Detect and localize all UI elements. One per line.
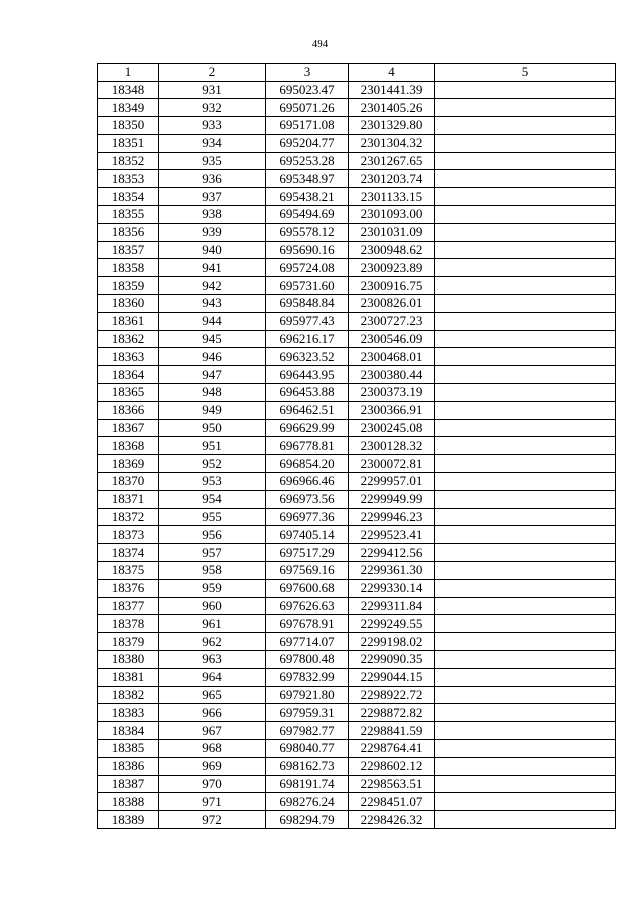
- cell-y-coordinate: 2299198.02: [349, 633, 435, 651]
- cell-y-coordinate: 2299957.01: [349, 473, 435, 491]
- cell-point-number: 18377: [98, 597, 159, 615]
- cell-note: [435, 490, 616, 508]
- cell-y-coordinate: 2301329.80: [349, 117, 435, 135]
- cell-vertex-number: 931: [159, 81, 266, 99]
- cell-point-number: 18383: [98, 704, 159, 722]
- cell-note: [435, 793, 616, 811]
- table-row: [98, 241, 616, 259]
- cell-note: [435, 739, 616, 757]
- cell-x-coordinate: 697517.29: [266, 544, 349, 562]
- cell-point-number: 18351: [98, 134, 159, 152]
- cell-x-coordinate: 695848.84: [266, 295, 349, 313]
- table-header: [98, 64, 616, 82]
- cell-x-coordinate: 697982.77: [266, 722, 349, 740]
- cell-point-number: 18382: [98, 686, 159, 704]
- table-row: [98, 330, 616, 348]
- table-row: [98, 722, 616, 740]
- cell-note: [435, 99, 616, 117]
- cell-point-number: 18367: [98, 419, 159, 437]
- cell-y-coordinate: 2300468.01: [349, 348, 435, 366]
- cell-vertex-number: 945: [159, 330, 266, 348]
- cell-y-coordinate: 2299249.55: [349, 615, 435, 633]
- cell-vertex-number: 965: [159, 686, 266, 704]
- cell-note: [435, 170, 616, 188]
- table-row: [98, 651, 616, 669]
- cell-y-coordinate: 2301203.74: [349, 170, 435, 188]
- table-row: [98, 170, 616, 188]
- cell-x-coordinate: 695494.69: [266, 206, 349, 224]
- table-row: [98, 401, 616, 419]
- cell-x-coordinate: 696462.51: [266, 401, 349, 419]
- cell-vertex-number: 961: [159, 615, 266, 633]
- cell-x-coordinate: 695071.26: [266, 99, 349, 117]
- cell-vertex-number: 933: [159, 117, 266, 135]
- column-header-4: 4: [349, 64, 435, 82]
- cell-y-coordinate: 2299090.35: [349, 651, 435, 669]
- cell-x-coordinate: 695253.28: [266, 152, 349, 170]
- cell-x-coordinate: 698162.73: [266, 757, 349, 775]
- table-row: [98, 508, 616, 526]
- cell-y-coordinate: 2301304.32: [349, 134, 435, 152]
- cell-x-coordinate: 696443.95: [266, 366, 349, 384]
- table-row: [98, 597, 616, 615]
- cell-point-number: 18387: [98, 775, 159, 793]
- table-row: [98, 419, 616, 437]
- cell-note: [435, 134, 616, 152]
- cell-note: [435, 775, 616, 793]
- table-row: [98, 686, 616, 704]
- column-header-2: 2: [159, 64, 266, 82]
- cell-note: [435, 81, 616, 99]
- cell-y-coordinate: 2298764.41: [349, 739, 435, 757]
- cell-point-number: 18349: [98, 99, 159, 117]
- cell-y-coordinate: 2300373.19: [349, 384, 435, 402]
- cell-point-number: 18374: [98, 544, 159, 562]
- cell-vertex-number: 956: [159, 526, 266, 544]
- cell-point-number: 18389: [98, 811, 159, 829]
- table-row: [98, 473, 616, 491]
- table-row: [98, 223, 616, 241]
- column-header-1: 1: [98, 64, 159, 82]
- cell-vertex-number: 935: [159, 152, 266, 170]
- table-row: [98, 633, 616, 651]
- cell-point-number: 18373: [98, 526, 159, 544]
- cell-note: [435, 686, 616, 704]
- column-header-5: 5: [435, 64, 616, 82]
- cell-point-number: 18386: [98, 757, 159, 775]
- cell-note: [435, 366, 616, 384]
- cell-x-coordinate: 698276.24: [266, 793, 349, 811]
- cell-x-coordinate: 696629.99: [266, 419, 349, 437]
- cell-note: [435, 811, 616, 829]
- table-row: [98, 775, 616, 793]
- cell-note: [435, 757, 616, 775]
- cell-note: [435, 117, 616, 135]
- table-row: [98, 668, 616, 686]
- cell-vertex-number: 943: [159, 295, 266, 313]
- cell-vertex-number: 957: [159, 544, 266, 562]
- column-header-3: 3: [266, 64, 349, 82]
- cell-vertex-number: 970: [159, 775, 266, 793]
- cell-y-coordinate: 2298451.07: [349, 793, 435, 811]
- cell-vertex-number: 966: [159, 704, 266, 722]
- cell-y-coordinate: 2300826.01: [349, 295, 435, 313]
- cell-y-coordinate: 2299330.14: [349, 579, 435, 597]
- cell-x-coordinate: 695348.97: [266, 170, 349, 188]
- cell-point-number: 18355: [98, 206, 159, 224]
- cell-note: [435, 597, 616, 615]
- cell-x-coordinate: 697921.80: [266, 686, 349, 704]
- table-row: [98, 526, 616, 544]
- table-row: [98, 384, 616, 402]
- cell-x-coordinate: 697626.63: [266, 597, 349, 615]
- cell-x-coordinate: 695438.21: [266, 188, 349, 206]
- cell-point-number: 18366: [98, 401, 159, 419]
- cell-vertex-number: 939: [159, 223, 266, 241]
- cell-note: [435, 384, 616, 402]
- cell-point-number: 18376: [98, 579, 159, 597]
- cell-point-number: 18353: [98, 170, 159, 188]
- cell-y-coordinate: 2298602.12: [349, 757, 435, 775]
- cell-y-coordinate: 2299044.15: [349, 668, 435, 686]
- cell-vertex-number: 968: [159, 739, 266, 757]
- cell-y-coordinate: 2301031.09: [349, 223, 435, 241]
- cell-y-coordinate: 2299311.84: [349, 597, 435, 615]
- cell-note: [435, 526, 616, 544]
- cell-vertex-number: 963: [159, 651, 266, 669]
- table-row: [98, 366, 616, 384]
- cell-note: [435, 277, 616, 295]
- cell-vertex-number: 937: [159, 188, 266, 206]
- cell-x-coordinate: 697678.91: [266, 615, 349, 633]
- cell-y-coordinate: 2301267.65: [349, 152, 435, 170]
- cell-note: [435, 544, 616, 562]
- cell-vertex-number: 960: [159, 597, 266, 615]
- cell-point-number: 18381: [98, 668, 159, 686]
- table-row: [98, 206, 616, 224]
- table-row: [98, 259, 616, 277]
- cell-point-number: 18375: [98, 562, 159, 580]
- cell-vertex-number: 942: [159, 277, 266, 295]
- cell-note: [435, 206, 616, 224]
- cell-vertex-number: 941: [159, 259, 266, 277]
- cell-x-coordinate: 696216.17: [266, 330, 349, 348]
- cell-vertex-number: 962: [159, 633, 266, 651]
- cell-y-coordinate: 2301133.15: [349, 188, 435, 206]
- cell-x-coordinate: 696966.46: [266, 473, 349, 491]
- table-row: [98, 81, 616, 99]
- cell-y-coordinate: 2299412.56: [349, 544, 435, 562]
- cell-note: [435, 348, 616, 366]
- cell-point-number: 18348: [98, 81, 159, 99]
- cell-x-coordinate: 696977.36: [266, 508, 349, 526]
- cell-vertex-number: 950: [159, 419, 266, 437]
- cell-vertex-number: 958: [159, 562, 266, 580]
- cell-point-number: 18368: [98, 437, 159, 455]
- cell-x-coordinate: 697405.14: [266, 526, 349, 544]
- cell-note: [435, 562, 616, 580]
- cell-x-coordinate: 698191.74: [266, 775, 349, 793]
- table-row: [98, 757, 616, 775]
- cell-y-coordinate: 2299523.41: [349, 526, 435, 544]
- header-row: [98, 64, 616, 82]
- table-row: [98, 739, 616, 757]
- cell-note: [435, 579, 616, 597]
- table-row: [98, 579, 616, 597]
- cell-vertex-number: 969: [159, 757, 266, 775]
- table-row: [98, 793, 616, 811]
- cell-x-coordinate: 695690.16: [266, 241, 349, 259]
- cell-note: [435, 419, 616, 437]
- cell-note: [435, 241, 616, 259]
- cell-note: [435, 455, 616, 473]
- cell-vertex-number: 949: [159, 401, 266, 419]
- cell-x-coordinate: 697600.68: [266, 579, 349, 597]
- cell-vertex-number: 967: [159, 722, 266, 740]
- cell-vertex-number: 934: [159, 134, 266, 152]
- cell-y-coordinate: 2298872.82: [349, 704, 435, 722]
- table-row: [98, 704, 616, 722]
- cell-point-number: 18372: [98, 508, 159, 526]
- cell-vertex-number: 955: [159, 508, 266, 526]
- table-row: [98, 455, 616, 473]
- cell-x-coordinate: 698040.77: [266, 739, 349, 757]
- cell-y-coordinate: 2300916.75: [349, 277, 435, 295]
- cell-point-number: 18359: [98, 277, 159, 295]
- cell-y-coordinate: 2299946.23: [349, 508, 435, 526]
- page-number: 494: [311, 38, 329, 50]
- cell-vertex-number: 947: [159, 366, 266, 384]
- cell-vertex-number: 953: [159, 473, 266, 491]
- cell-note: [435, 668, 616, 686]
- cell-note: [435, 330, 616, 348]
- table-row: [98, 437, 616, 455]
- cell-y-coordinate: 2300923.89: [349, 259, 435, 277]
- cell-point-number: 18380: [98, 651, 159, 669]
- cell-note: [435, 651, 616, 669]
- cell-x-coordinate: 696453.88: [266, 384, 349, 402]
- cell-y-coordinate: 2300245.08: [349, 419, 435, 437]
- cell-x-coordinate: 696323.52: [266, 348, 349, 366]
- table-row: [98, 277, 616, 295]
- cell-point-number: 18360: [98, 295, 159, 313]
- cell-vertex-number: 940: [159, 241, 266, 259]
- cell-vertex-number: 944: [159, 312, 266, 330]
- cell-note: [435, 312, 616, 330]
- cell-x-coordinate: 696973.56: [266, 490, 349, 508]
- table-body: [98, 81, 616, 828]
- cell-note: [435, 401, 616, 419]
- table-row: [98, 99, 616, 117]
- cell-x-coordinate: 695023.47: [266, 81, 349, 99]
- table-row: [98, 295, 616, 313]
- cell-point-number: 18384: [98, 722, 159, 740]
- cell-note: [435, 223, 616, 241]
- table-row: [98, 117, 616, 135]
- cell-y-coordinate: 2298563.51: [349, 775, 435, 793]
- cell-point-number: 18364: [98, 366, 159, 384]
- cell-vertex-number: 954: [159, 490, 266, 508]
- cell-note: [435, 152, 616, 170]
- cell-point-number: 18356: [98, 223, 159, 241]
- cell-point-number: 18352: [98, 152, 159, 170]
- cell-point-number: 18379: [98, 633, 159, 651]
- cell-point-number: 18385: [98, 739, 159, 757]
- cell-point-number: 18350: [98, 117, 159, 135]
- cell-note: [435, 722, 616, 740]
- cell-note: [435, 188, 616, 206]
- cell-vertex-number: 964: [159, 668, 266, 686]
- cell-y-coordinate: 2298841.59: [349, 722, 435, 740]
- cell-note: [435, 633, 616, 651]
- cell-y-coordinate: 2300072.81: [349, 455, 435, 473]
- cell-y-coordinate: 2300366.91: [349, 401, 435, 419]
- cell-x-coordinate: 695731.60: [266, 277, 349, 295]
- cell-x-coordinate: 698294.79: [266, 811, 349, 829]
- cell-vertex-number: 932: [159, 99, 266, 117]
- cell-y-coordinate: 2301441.39: [349, 81, 435, 99]
- cell-point-number: 18371: [98, 490, 159, 508]
- cell-vertex-number: 936: [159, 170, 266, 188]
- cell-y-coordinate: 2300727.23: [349, 312, 435, 330]
- cell-x-coordinate: 696854.20: [266, 455, 349, 473]
- cell-y-coordinate: 2300948.62: [349, 241, 435, 259]
- cell-note: [435, 704, 616, 722]
- cell-note: [435, 437, 616, 455]
- cell-y-coordinate: 2301093.00: [349, 206, 435, 224]
- table-row: [98, 134, 616, 152]
- cell-note: [435, 473, 616, 491]
- cell-x-coordinate: 697569.16: [266, 562, 349, 580]
- cell-x-coordinate: 697714.07: [266, 633, 349, 651]
- cell-x-coordinate: 697800.48: [266, 651, 349, 669]
- cell-x-coordinate: 696778.81: [266, 437, 349, 455]
- cell-vertex-number: 938: [159, 206, 266, 224]
- cell-vertex-number: 971: [159, 793, 266, 811]
- cell-y-coordinate: 2298922.72: [349, 686, 435, 704]
- table-row: [98, 811, 616, 829]
- cell-point-number: 18362: [98, 330, 159, 348]
- cell-vertex-number: 951: [159, 437, 266, 455]
- table-row: [98, 152, 616, 170]
- table-row: [98, 348, 616, 366]
- cell-note: [435, 615, 616, 633]
- cell-point-number: 18369: [98, 455, 159, 473]
- cell-x-coordinate: 695171.08: [266, 117, 349, 135]
- cell-point-number: 18378: [98, 615, 159, 633]
- coordinates-table: [97, 63, 616, 829]
- cell-point-number: 18354: [98, 188, 159, 206]
- cell-note: [435, 295, 616, 313]
- cell-y-coordinate: 2299949.99: [349, 490, 435, 508]
- table-row: [98, 188, 616, 206]
- cell-y-coordinate: 2299361.30: [349, 562, 435, 580]
- cell-y-coordinate: 2298426.32: [349, 811, 435, 829]
- cell-note: [435, 259, 616, 277]
- table-row: [98, 615, 616, 633]
- cell-vertex-number: 948: [159, 384, 266, 402]
- table-row: [98, 544, 616, 562]
- cell-note: [435, 508, 616, 526]
- cell-point-number: 18363: [98, 348, 159, 366]
- cell-y-coordinate: 2301405.26: [349, 99, 435, 117]
- cell-vertex-number: 959: [159, 579, 266, 597]
- cell-point-number: 18365: [98, 384, 159, 402]
- table-row: [98, 490, 616, 508]
- cell-point-number: 18370: [98, 473, 159, 491]
- table-row: [98, 562, 616, 580]
- cell-point-number: 18358: [98, 259, 159, 277]
- cell-y-coordinate: 2300128.32: [349, 437, 435, 455]
- cell-point-number: 18388: [98, 793, 159, 811]
- cell-vertex-number: 972: [159, 811, 266, 829]
- cell-y-coordinate: 2300546.09: [349, 330, 435, 348]
- cell-x-coordinate: 695724.08: [266, 259, 349, 277]
- cell-x-coordinate: 697832.99: [266, 668, 349, 686]
- cell-x-coordinate: 695204.77: [266, 134, 349, 152]
- cell-x-coordinate: 695977.43: [266, 312, 349, 330]
- cell-x-coordinate: 697959.31: [266, 704, 349, 722]
- table-row: [98, 312, 616, 330]
- cell-point-number: 18361: [98, 312, 159, 330]
- cell-x-coordinate: 695578.12: [266, 223, 349, 241]
- cell-vertex-number: 946: [159, 348, 266, 366]
- cell-vertex-number: 952: [159, 455, 266, 473]
- cell-y-coordinate: 2300380.44: [349, 366, 435, 384]
- cell-point-number: 18357: [98, 241, 159, 259]
